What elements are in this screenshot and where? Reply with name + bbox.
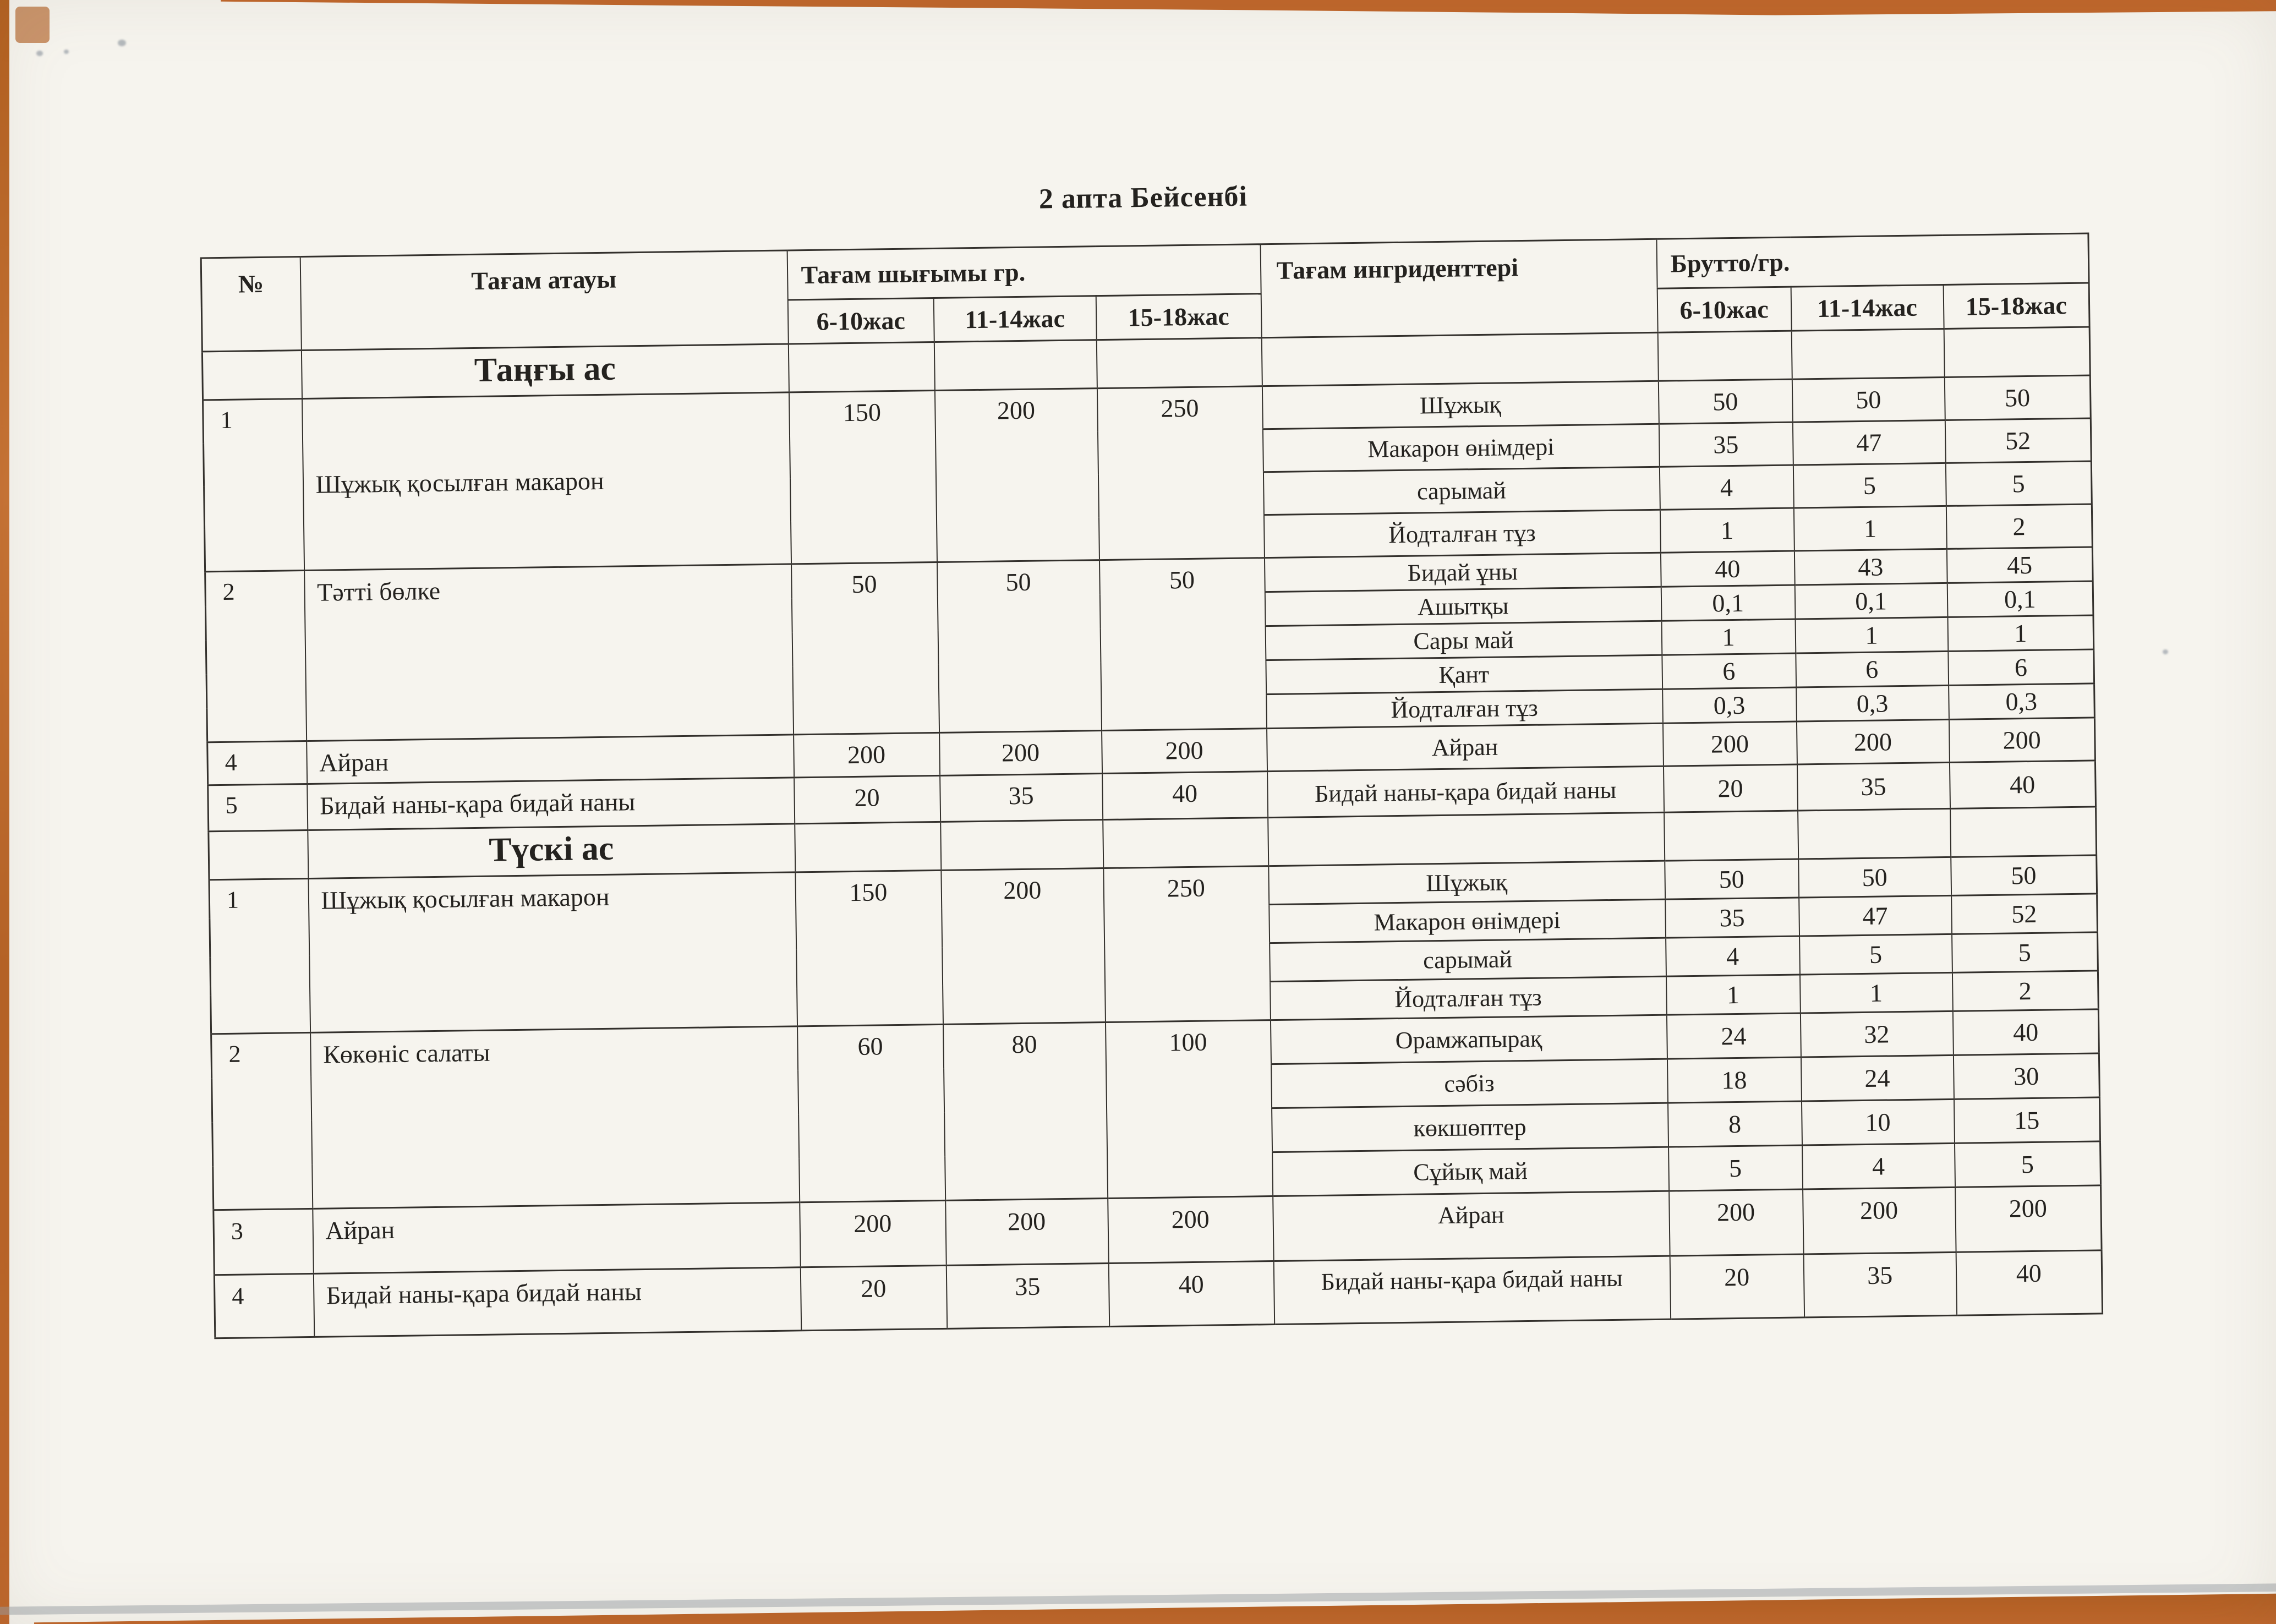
brutto-15-18: 52: [1951, 894, 2098, 934]
empty-cell: [1261, 332, 1658, 386]
brutto-15-18: 2: [1946, 504, 2092, 549]
empty-cell: [795, 822, 941, 872]
paper-speck: [118, 40, 126, 46]
empty-cell: [1096, 338, 1262, 389]
output-11-14: 200: [934, 389, 1099, 562]
output-6-10: 20: [794, 775, 940, 823]
output-6-10: 60: [797, 1024, 945, 1202]
subheader-output-age-6-10: 6-10жас: [787, 298, 934, 344]
dish-name: Шұжық қосылған макарон: [308, 872, 797, 1033]
ingredient-name: Сұйық май: [1272, 1147, 1669, 1196]
empty-cell: [788, 342, 934, 392]
ingredient-name: Макарон өнімдері: [1269, 899, 1666, 943]
output-11-14: 50: [937, 560, 1102, 733]
brutto-15-18: 0,1: [1947, 581, 2093, 617]
dish-name: Тәтті бөлке: [304, 564, 794, 741]
menu-table: [200, 233, 2103, 1339]
ingredient-name: Йодталған тұз: [1270, 976, 1667, 1020]
brutto-11-14: 200: [1803, 1187, 1956, 1254]
brutto-6-10: 200: [1662, 721, 1797, 766]
brutto-15-18: 50: [1944, 375, 2091, 420]
output-15-18: 40: [1108, 1261, 1274, 1327]
brutto-11-14: 200: [1796, 719, 1949, 764]
brutto-11-14: 4: [1802, 1143, 1955, 1189]
brutto-15-18: 1: [1947, 615, 2094, 651]
header-ingredients: Тағам ингриденттері: [1260, 239, 1657, 337]
brutto-11-14: 0,3: [1796, 685, 1949, 721]
ingredient-name: Орамжапырақ: [1270, 1015, 1667, 1064]
brutto-6-10: 5: [1668, 1145, 1803, 1191]
paper-speck: [2163, 649, 2168, 654]
orange-surface-corner-chip: [15, 7, 50, 43]
ingredient-name: Бидай ұны: [1264, 553, 1661, 592]
output-15-18: 50: [1099, 558, 1266, 731]
ingredient-name: Ашытқы: [1265, 587, 1661, 626]
empty-cell: [1944, 327, 2090, 377]
output-15-18: 200: [1102, 729, 1267, 774]
ingredient-name: Шұжық: [1268, 861, 1665, 904]
brutto-11-14: 47: [1792, 420, 1945, 465]
output-15-18: 250: [1103, 866, 1271, 1022]
ingredient-name: Шұжық: [1262, 381, 1659, 429]
subheader-output-age-15-18: 15-18жас: [1096, 294, 1261, 340]
brutto-6-10: 0,3: [1662, 687, 1797, 723]
brutto-15-18: 45: [1946, 547, 2093, 583]
brutto-11-14: 1: [1799, 972, 1952, 1013]
brutto-11-14: 35: [1797, 762, 1950, 811]
empty-cell: [1657, 331, 1792, 381]
brutto-11-14: 10: [1801, 1099, 1954, 1145]
output-11-14: 200: [941, 868, 1106, 1025]
ingredient-name: Бидай наны-қара бидай наны: [1273, 1256, 1670, 1324]
page-title: 2 апта Бейсенбі: [1038, 181, 1248, 215]
ingredient-name: сарымай: [1263, 467, 1660, 515]
brutto-6-10: 0,1: [1661, 585, 1795, 621]
brutto-15-18: 200: [1949, 718, 2095, 762]
paper-speck: [64, 50, 69, 54]
header-output-group: Тағам шығымы гр.: [787, 244, 1261, 300]
orange-surface-edge-left: [0, 0, 9, 1624]
dish-number: 4: [214, 1273, 314, 1338]
output-15-18: 40: [1102, 772, 1268, 820]
dish-name: Көкөніс салаты: [310, 1026, 800, 1209]
output-11-14: 80: [943, 1022, 1108, 1201]
output-15-18: 250: [1097, 386, 1264, 560]
brutto-15-18: 5: [1954, 1141, 2100, 1187]
dish-number: 2: [205, 571, 307, 742]
dish-number: 4: [207, 741, 307, 785]
ingredient-name: Сары май: [1265, 621, 1662, 660]
ingredient-name: Айран: [1273, 1191, 1670, 1261]
dish-name: Бидай наны-қара бидай наны: [307, 778, 795, 830]
brutto-15-18: 200: [1955, 1185, 2102, 1252]
brutto-6-10: 35: [1659, 422, 1793, 467]
output-6-10: 200: [800, 1200, 946, 1267]
section-title-breakfast: Таңғы ас: [301, 344, 789, 399]
brutto-6-10: 20: [1663, 764, 1797, 812]
empty-cell: [1268, 812, 1665, 866]
brutto-15-18: 50: [1951, 855, 2097, 895]
output-6-10: 150: [795, 870, 943, 1026]
brutto-15-18: 6: [1948, 649, 2094, 685]
brutto-15-18: 5: [1945, 461, 2092, 506]
brutto-11-14: 35: [1803, 1252, 1956, 1317]
header-brutto-group: Брутто/гр.: [1656, 233, 2089, 288]
output-11-14: 200: [939, 731, 1102, 776]
output-11-14: 35: [946, 1263, 1109, 1328]
output-6-10: 50: [791, 562, 939, 734]
dish-number: 1: [203, 399, 304, 572]
empty-cell: [209, 830, 308, 879]
subheader-brutto-age-6-10: 6-10жас: [1657, 287, 1791, 332]
subheader-brutto-age-11-14: 11-14жас: [1791, 285, 1944, 331]
empty-cell: [1791, 329, 1944, 379]
ingredient-name: Айран: [1267, 723, 1664, 771]
brutto-11-14: 0,1: [1794, 583, 1947, 619]
empty-cell: [1664, 811, 1798, 861]
brutto-11-14: 6: [1796, 651, 1949, 687]
empty-cell: [934, 340, 1097, 391]
orange-surface-edge-top: [0, 0, 2276, 25]
brutto-6-10: 4: [1666, 936, 1800, 976]
output-6-10: 200: [794, 732, 940, 777]
brutto-11-14: 5: [1793, 463, 1946, 508]
ingredient-name: көкшөптер: [1272, 1103, 1668, 1152]
brutto-11-14: 24: [1801, 1055, 1954, 1101]
output-6-10: 150: [789, 390, 937, 564]
dish-number: 2: [211, 1032, 313, 1210]
brutto-11-14: 47: [1799, 895, 1952, 936]
ingredient-name: Қант: [1266, 655, 1662, 694]
brutto-15-18: 40: [1956, 1250, 2102, 1315]
dish-name: Айран: [307, 735, 794, 784]
brutto-15-18: 15: [1954, 1097, 2100, 1143]
output-11-14: 200: [945, 1199, 1109, 1266]
brutto-6-10: 50: [1665, 859, 1799, 899]
brutto-6-10: 4: [1659, 465, 1793, 510]
empty-cell: [1103, 818, 1268, 868]
header-dish-name: Тағам атауы: [300, 250, 788, 351]
output-15-18: 100: [1105, 1020, 1272, 1199]
document-sheet: [199, 169, 2102, 1339]
empty-cell: [202, 351, 302, 400]
paper-speck: [36, 51, 43, 56]
brutto-15-18: 40: [1949, 761, 2096, 808]
brutto-11-14: 32: [1800, 1011, 1953, 1057]
brutto-6-10: 40: [1660, 551, 1794, 587]
brutto-6-10: 35: [1665, 898, 1799, 938]
output-15-18: 200: [1108, 1196, 1274, 1264]
brutto-15-18: 30: [1953, 1053, 2099, 1099]
ingredient-name: сәбіз: [1271, 1059, 1668, 1108]
brutto-6-10: 1: [1660, 508, 1794, 553]
brutto-11-14: 1: [1793, 506, 1946, 551]
brutto-15-18: 0,3: [1949, 683, 2095, 719]
ingredient-name: Йодталған тұз: [1263, 510, 1660, 557]
section-title-lunch: Түскі ас: [308, 824, 795, 879]
empty-cell: [1950, 807, 2097, 857]
ingredient-name: Бидай наны-қара бидай наны: [1267, 766, 1664, 817]
brutto-11-14: 43: [1794, 549, 1947, 585]
ingredient-name: сарымай: [1270, 938, 1666, 981]
brutto-11-14: 1: [1795, 617, 1948, 653]
brutto-6-10: 8: [1667, 1101, 1802, 1147]
dish-name: Бидай наны-қара бидай наны: [313, 1267, 801, 1337]
brutto-6-10: 24: [1666, 1013, 1801, 1059]
brutto-6-10: 20: [1670, 1254, 1804, 1319]
brutto-6-10: 6: [1662, 653, 1796, 689]
brutto-15-18: 5: [1952, 932, 2098, 972]
empty-cell: [940, 820, 1103, 871]
ingredient-name: Йодталған тұз: [1266, 689, 1663, 728]
dish-name: Айран: [313, 1202, 800, 1274]
dish-name: Шұжық қосылған макарон: [302, 392, 791, 571]
brutto-6-10: 50: [1658, 379, 1792, 424]
brutto-6-10: 1: [1661, 619, 1796, 655]
empty-cell: [1798, 808, 1951, 859]
subheader-brutto-age-15-18: 15-18жас: [1943, 283, 2089, 329]
dish-number: 3: [214, 1209, 314, 1275]
brutto-6-10: 200: [1669, 1189, 1804, 1256]
brutto-6-10: 1: [1666, 975, 1800, 1015]
brutto-6-10: 18: [1667, 1057, 1801, 1103]
dish-number: 1: [209, 878, 310, 1034]
brutto-11-14: 5: [1799, 934, 1952, 975]
brutto-15-18: 52: [1945, 418, 2091, 463]
brutto-11-14: 50: [1792, 377, 1945, 422]
dish-number: 5: [208, 784, 308, 831]
header-number: №: [201, 257, 301, 352]
brutto-11-14: 50: [1798, 857, 1951, 898]
ingredient-name: Макарон өнімдері: [1262, 424, 1659, 472]
paper-bottom-edge: [0, 1573, 2276, 1624]
subheader-output-age-11-14: 11-14жас: [933, 296, 1096, 342]
output-6-10: 20: [800, 1265, 946, 1330]
brutto-15-18: 2: [1952, 971, 2098, 1011]
output-11-14: 35: [940, 774, 1103, 822]
brutto-15-18: 40: [1952, 1009, 2099, 1055]
